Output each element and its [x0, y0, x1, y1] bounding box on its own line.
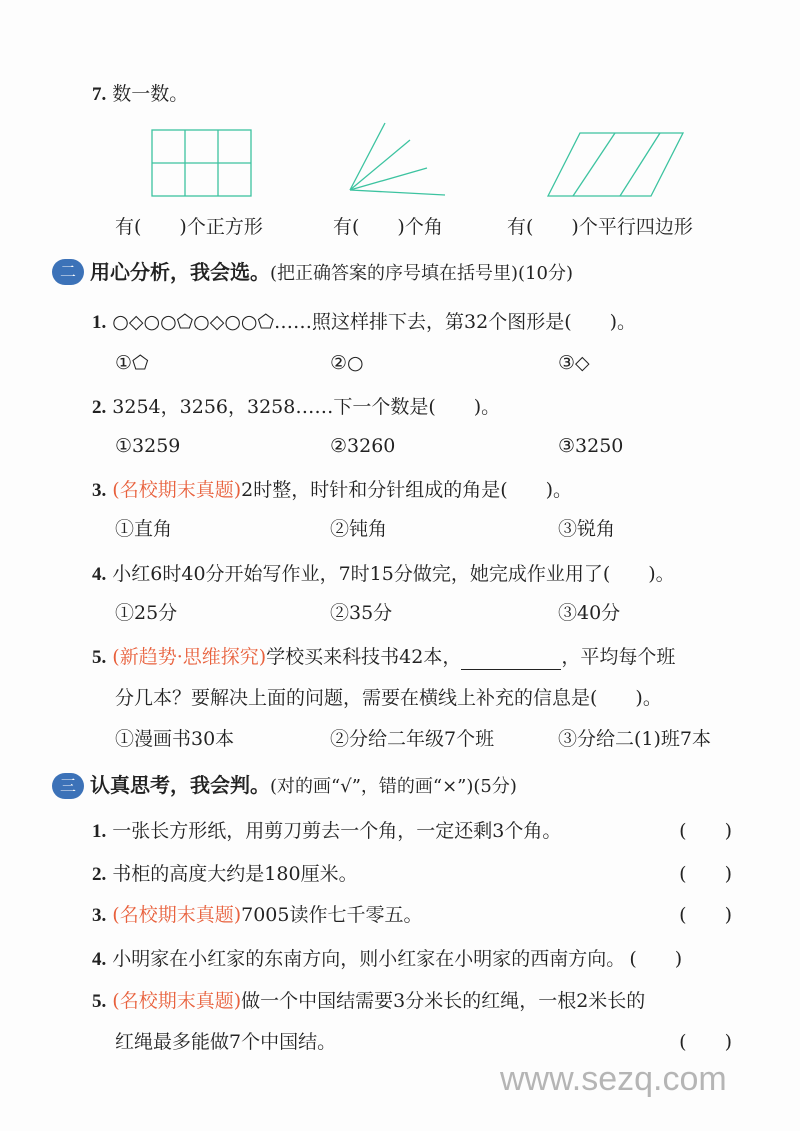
- q-num: 1.: [92, 312, 107, 333]
- option: ②分给二年级7个班: [330, 728, 495, 750]
- q7-answer-angles: 有( )个角: [333, 216, 443, 238]
- q-tag: (名校期末真题): [112, 990, 242, 1012]
- s2-q1: [92, 310, 636, 335]
- s3-q2: [92, 862, 732, 887]
- q7-figures: [0, 0, 800, 210]
- option: ①⬠: [115, 352, 149, 374]
- answer-paren[interactable]: ( ): [679, 1031, 732, 1053]
- s2-q5: [92, 645, 675, 670]
- q-num: 2.: [92, 397, 107, 418]
- q-num: 5.: [92, 991, 107, 1012]
- option: ③40分: [558, 602, 621, 624]
- q-num: 4.: [92, 949, 107, 970]
- q-num: 4.: [92, 564, 107, 585]
- option: ③3250: [558, 435, 624, 457]
- section-badge: 二: [52, 259, 84, 285]
- option: ①漫画书30本: [115, 728, 235, 750]
- section-2-heading: [90, 260, 573, 286]
- answer-blank-line[interactable]: [461, 651, 561, 670]
- q-num: 2.: [92, 864, 107, 885]
- q-tag: (名校期末真题): [112, 479, 242, 501]
- answer-paren[interactable]: ( ): [679, 820, 732, 842]
- q-text: 3254，3256，3258……下一个数是( )。: [112, 396, 501, 418]
- q-num: 7.: [92, 84, 107, 105]
- watermark: www.sezq.com: [500, 1060, 727, 1098]
- s2-q4: [92, 562, 675, 587]
- q-text-cont: 红绳最多能做7个中国结。: [115, 1031, 337, 1053]
- option: ①3259: [115, 435, 181, 457]
- option: ②3260: [330, 435, 396, 457]
- option: ③分给二(1)班7本: [558, 728, 712, 750]
- option: ③锐角: [558, 518, 616, 540]
- option: ①直角: [115, 518, 173, 540]
- parallelogram-figure: [548, 133, 683, 196]
- section-badge: 三: [52, 773, 84, 799]
- q-tag: (新趋势·思维探究): [112, 646, 267, 668]
- s3-q1: [92, 819, 732, 844]
- q7-answer-squares: 有( )个正方形: [115, 216, 263, 238]
- q-text: 2时整，时针和分针组成的角是( )。: [241, 479, 573, 501]
- q-text: 数一数。: [112, 83, 189, 105]
- q-text: ○◇○○⬠○◇○○⬠……照这样排下去，第32个图形是( )。: [112, 311, 637, 333]
- s3-q5: [92, 989, 645, 1014]
- s3-q4: [92, 947, 682, 972]
- s3-q3: [92, 903, 732, 928]
- option: ③◇: [558, 352, 590, 374]
- answer-paren[interactable]: ( ): [679, 904, 732, 926]
- q7-answer-parallelograms: 有( )个平行四边形: [507, 216, 693, 238]
- section-title: 认真思考，我会判。: [90, 773, 270, 797]
- square-grid-figure: [152, 130, 251, 196]
- section-sub: (对的画“√”，错的画“×”)(5分): [270, 776, 517, 797]
- q-text: ，平均每个班: [561, 646, 676, 668]
- q-text: 小红6时40分开始写作业，7时15分做完，她完成作业用了( )。: [112, 563, 675, 585]
- q-text: 书柜的高度大约是180厘米。: [112, 863, 358, 885]
- angles-figure: [350, 123, 445, 195]
- section-3-heading: [90, 773, 517, 799]
- q-text: 7005读作七千零五。: [241, 904, 423, 926]
- option: ①25分: [115, 602, 178, 624]
- option: ②○: [330, 352, 364, 374]
- q-text: 做一个中国结需要3分米长的红绳，一根2米长的: [241, 990, 646, 1012]
- q-text-cont: 分几本？要解决上面的问题，需要在横线上补充的信息是( )。: [115, 687, 662, 709]
- section-title: 用心分析，我会选。: [90, 260, 270, 284]
- q-text: 学校买来科技书42本，: [266, 646, 462, 668]
- s3-q5-cont: [115, 1030, 732, 1054]
- q-num: 3.: [92, 480, 107, 501]
- option: ②钝角: [330, 518, 388, 540]
- q-text: 小明家在小红家的东南方向，则小红家在小明家的西南方向。: [112, 948, 626, 970]
- q-tag: (名校期末真题): [112, 904, 242, 926]
- section-sub: (把正确答案的序号填在括号里)(10分): [270, 263, 573, 284]
- q-num: 3.: [92, 905, 107, 926]
- q-num: 5.: [92, 647, 107, 668]
- q-text: 一张长方形纸，用剪刀剪去一个角，一定还剩3个角。: [112, 820, 562, 842]
- q-num: 1.: [92, 821, 107, 842]
- s2-q3: [92, 478, 572, 503]
- s2-q2: [92, 395, 500, 420]
- answer-paren[interactable]: ( ): [629, 948, 683, 970]
- option: ②35分: [330, 602, 393, 624]
- answer-paren[interactable]: ( ): [679, 863, 732, 885]
